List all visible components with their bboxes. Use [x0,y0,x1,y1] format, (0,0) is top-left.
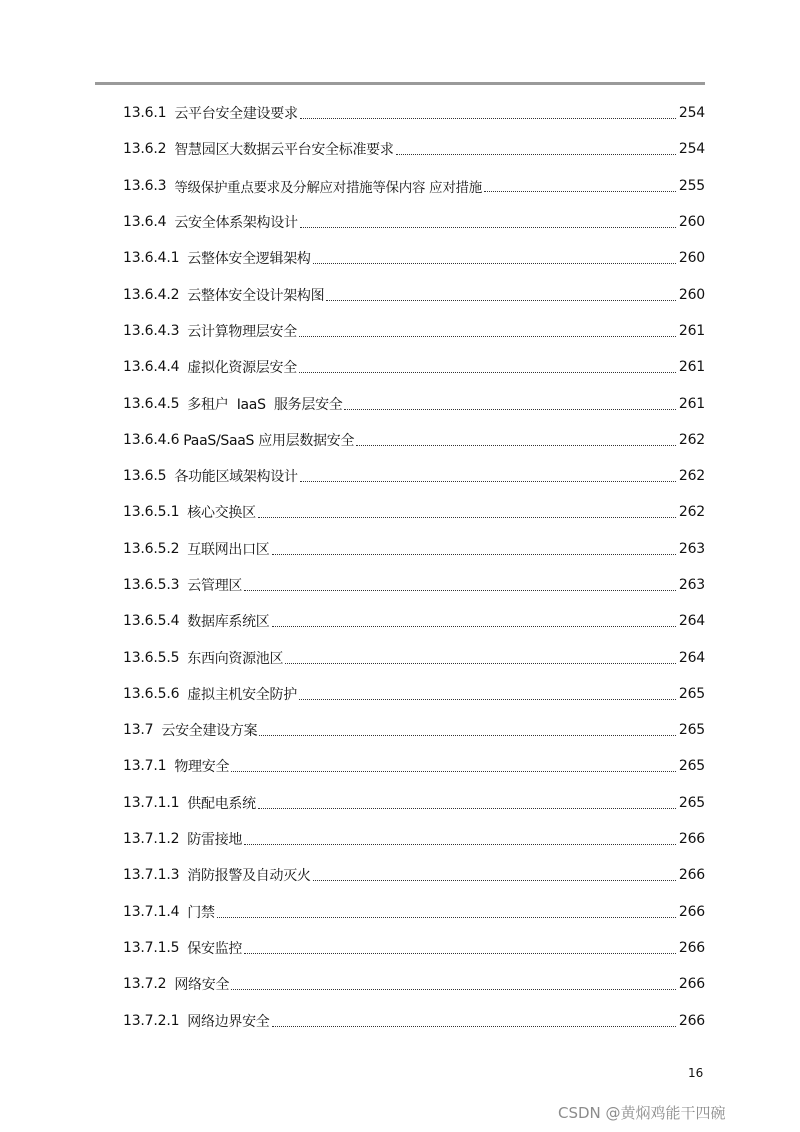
toc-entry-page: 266 [678,867,705,884]
toc-entry-number: 13.7.1.5 [123,939,180,956]
toc-entry-title: 供配电系统 [187,795,256,812]
toc-entry-number: 13.6.4.6 [123,431,180,448]
toc-entry[interactable] [123,458,705,494]
toc-entry[interactable] [123,95,705,131]
toc-entry-title: 云平台安全建设要求 [174,106,298,123]
toc-entry-page: 266 [678,831,705,848]
toc-entry[interactable] [123,748,705,784]
toc-entry-number: 13.6.4.4 [123,359,180,376]
toc-entry-number: 13.7.1.1 [123,794,180,811]
toc-dot-leader [326,299,676,301]
toc-dot-leader [299,335,676,337]
toc-entry-number: 13.6.1 [123,105,167,122]
toc-dot-leader [356,444,676,446]
toc-entry[interactable] [123,313,705,349]
toc-entry-title: 云整体安全设计架构图 [187,287,325,304]
toc-entry-title: PaaS/SaaS 应用层数据安全 [183,432,355,449]
toc-entry-page: 266 [678,939,705,956]
toc-entry-page: 265 [678,685,705,702]
toc-entry-number: 13.6.5.6 [123,685,180,702]
toc-dot-leader [244,843,676,845]
toc-entry-title: 各功能区域架构设计 [174,469,298,486]
toc-entry-page: 263 [678,540,705,557]
toc-entry-page: 254 [678,105,705,122]
toc-entry-number: 13.7.2 [123,976,167,993]
toc-dot-leader [258,516,676,518]
toc-entry[interactable] [123,240,705,276]
toc-dot-leader [217,916,676,918]
toc-entry-page: 255 [678,177,705,194]
toc-entry-title: 消防报警及自动灭火 [187,868,311,885]
toc-entry-page: 265 [678,794,705,811]
toc-dot-leader [313,879,676,881]
toc-entry-page: 266 [678,903,705,920]
toc-entry[interactable] [123,531,705,567]
toc-entry[interactable] [123,639,705,675]
toc-entry-title: 云管理区 [187,578,243,594]
toc-entry-number: 13.6.4 [123,214,167,231]
toc-entry-number: 13.6.5.5 [123,649,180,666]
toc-entry-number: 13.7.1.3 [123,867,180,884]
toc-entry-number: 13.6.2 [123,141,167,158]
toc-dot-leader [272,553,676,555]
toc-entry[interactable] [123,168,705,204]
toc-dot-leader [484,190,676,192]
toc-entry[interactable] [123,966,705,1002]
toc-entry-title: 保安监控 [187,940,243,957]
toc-entry[interactable] [123,276,705,312]
toc-entry[interactable] [123,422,705,458]
toc-entry[interactable] [123,712,705,748]
toc-dot-leader [231,770,676,772]
toc-entry[interactable] [123,676,705,712]
toc-dot-leader [244,952,676,954]
toc-entry-title: 网络边界安全 [187,1013,270,1030]
toc-entry-number: 13.6.3 [123,177,167,194]
toc-entry[interactable] [123,894,705,930]
toc-entry-page: 261 [678,395,705,412]
toc-entry-page: 260 [678,286,705,303]
toc-entry-number: 13.6.4.2 [123,286,180,303]
toc-dot-leader [299,698,676,700]
toc-dot-leader [300,480,676,482]
toc-entry-title: 云整体安全逻辑架构 [187,251,311,268]
toc-dot-leader [300,117,676,119]
toc-entry[interactable] [123,857,705,893]
toc-entry-title: 互联网出口区 [187,541,270,558]
toc-dot-leader [231,988,676,990]
toc-entry-page: 264 [678,649,705,666]
toc-entry-title: 物理安全 [174,759,230,776]
toc-entry[interactable] [123,385,705,421]
toc-entry[interactable] [123,930,705,966]
toc-entry-page: 260 [678,250,705,267]
toc-entry-number: 13.7.2.1 [123,1012,180,1029]
toc-dot-leader [259,734,676,736]
table-of-contents [123,95,705,1039]
toc-entry-page: 261 [678,359,705,376]
toc-entry-title: 虚拟主机安全防护 [187,686,297,703]
toc-entry-number: 13.7.1 [123,758,167,775]
toc-entry-page: 264 [678,613,705,630]
toc-entry-page: 266 [678,1012,705,1029]
toc-dot-leader [258,807,676,809]
toc-entry-page: 265 [678,722,705,739]
toc-entry[interactable] [123,785,705,821]
toc-dot-leader [272,625,676,627]
toc-entry-page: 262 [678,468,705,485]
toc-entry[interactable] [123,567,705,603]
toc-dot-leader [285,662,676,664]
toc-entry-title: 虚拟化资源层安全 [187,360,297,377]
toc-entry-page: 265 [678,758,705,775]
csdn-watermark: CSDN @黄焖鸡能干四碗 [558,1104,726,1122]
toc-entry-title: 东西向资源池区 [187,650,284,667]
toc-entry-title: 等级保护重点要求及分解应对措施等保内容 应对措施 [174,179,482,196]
toc-dot-leader [272,1025,676,1027]
toc-entry-page: 254 [678,141,705,158]
toc-entry-number: 13.6.4.5 [123,395,180,412]
toc-entry[interactable] [123,349,705,385]
toc-entry-title: 云计算物理层安全 [187,323,297,340]
toc-entry-page: 263 [678,577,705,593]
toc-dot-leader [244,589,676,591]
toc-entry-page: 262 [678,431,705,448]
toc-entry-number: 13.6.5.1 [123,504,180,521]
toc-entry-page: 261 [678,322,705,339]
toc-entry[interactable] [123,603,705,639]
toc-dot-leader [299,371,676,373]
toc-dot-leader [300,226,676,228]
toc-dot-leader [313,262,676,264]
toc-entry-number: 13.7.1.4 [123,903,180,920]
toc-entry-page: 262 [678,504,705,521]
page-number: 16 [688,1066,704,1080]
toc-entry-title: 数据库系统区 [187,614,270,631]
toc-entry-title: 防雷接地 [187,832,243,849]
toc-entry-number: 13.6.4.3 [123,322,180,339]
toc-entry-number: 13.7.1.2 [123,831,180,848]
toc-entry[interactable] [123,204,705,240]
toc-dot-leader [396,153,676,155]
toc-entry-number: 13.6.5.3 [123,577,180,593]
toc-entry-title: 网络安全 [174,977,230,994]
toc-entry-number: 13.6.5 [123,468,167,485]
header-rule [95,82,705,85]
toc-entry-page: 266 [678,976,705,993]
toc-entry-title: 核心交换区 [187,505,256,522]
toc-entry[interactable] [123,494,705,530]
toc-entry-title: 云安全建设方案 [161,723,258,740]
toc-entry[interactable] [123,131,705,167]
toc-entry-title: 多租户 IaaS 服务层安全 [187,396,343,413]
toc-entry-title: 云安全体系架构设计 [174,215,298,232]
toc-entry[interactable] [123,821,705,857]
toc-entry-number: 13.6.5.2 [123,540,180,557]
toc-dot-leader [344,408,675,410]
toc-entry[interactable] [123,1002,705,1038]
toc-entry-number: 13.7 [123,722,154,739]
toc-entry-number: 13.6.5.4 [123,613,180,630]
toc-entry-title: 智慧园区大数据云平台安全标准要求 [174,142,394,159]
toc-entry-page: 260 [678,214,705,231]
toc-entry-number: 13.6.4.1 [123,250,180,267]
toc-entry-title: 门禁 [187,904,215,921]
